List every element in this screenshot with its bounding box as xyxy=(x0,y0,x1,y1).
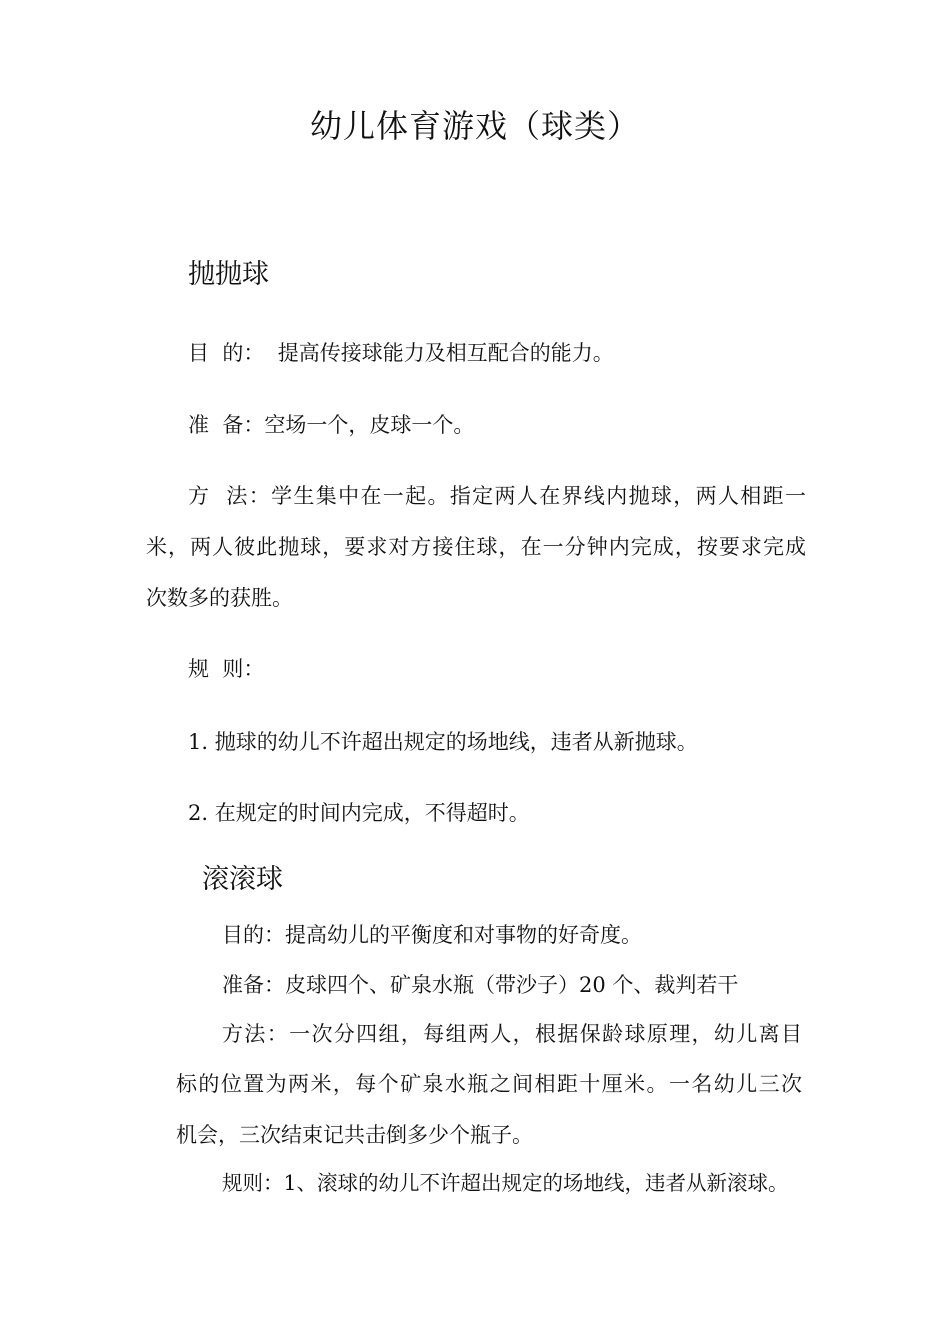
section2-method-line-2: 标的位置为两米，每个矿泉水瓶之间相距十厘米。一名幼儿三次 xyxy=(176,1072,802,1096)
section2-method-line-3: 机会，三次结束记共击倒多少个瓶子。 xyxy=(176,1123,533,1147)
section2-rule-1: 规则：1、滚球的幼儿不许超出规定的场地线，违者从新滚球。 xyxy=(222,1171,789,1195)
section1-method-line-1: 方 法：学生集中在一起。指定两人在界线内抛球，两人相距一 xyxy=(188,484,806,508)
section1-rule-1: 1. 抛球的幼儿不许超出规定的场地线，违者从新抛球。 xyxy=(188,730,698,754)
section1-method-line-2: 米，两人彼此抛球，要求对方接住球，在一分钟内完成，按要求完成 xyxy=(146,535,806,559)
section1-prep: 准 备：空场一个，皮球一个。 xyxy=(188,413,475,437)
section2-prep: 准备：皮球四个、矿泉水瓶（带沙子）20 个、裁判若干 xyxy=(222,973,739,997)
section1-rule-2: 2. 在规定的时间内完成，不得超时。 xyxy=(188,801,530,825)
section2-purpose: 目的：提高幼儿的平衡度和对事物的好奇度。 xyxy=(222,923,642,947)
section1-method-line-3: 次数多的获胜。 xyxy=(146,586,293,610)
section-heading-gungunqiu: 滚滚球 xyxy=(202,864,283,895)
document-title: 幼儿体育游戏（球类） xyxy=(309,107,640,145)
section2-method-line-1: 方法：一次分四组，每组两人，根据保龄球原理，幼儿离目 xyxy=(222,1022,802,1046)
section-heading-paopaoqiu: 抛抛球 xyxy=(188,259,269,290)
section1-purpose: 目 的： 提高传接球能力及相互配合的能力。 xyxy=(188,341,614,365)
section1-rules-label: 规 则： xyxy=(188,657,265,681)
